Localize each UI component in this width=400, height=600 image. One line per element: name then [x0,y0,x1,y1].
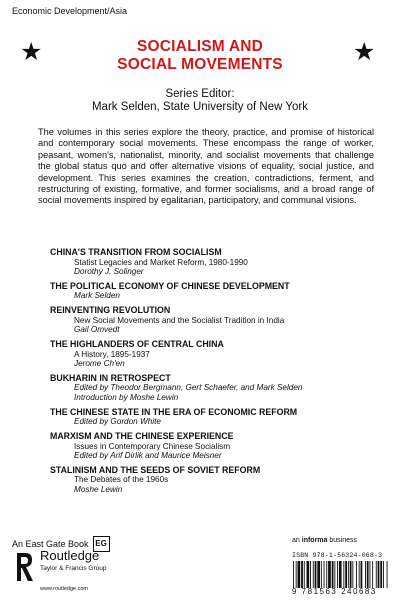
book-author: Dorothy J. Solinger [74,267,144,277]
book-title: REINVENTING REVOLUTION [50,305,171,316]
isbn: ISBN 978-1-56324-068-3 [292,552,383,559]
series-category: Economic Development/Asia [12,6,128,16]
book-title: STALINISM AND THE SEEDS OF SOVIET REFORM [50,464,261,475]
book-subtitle: A History, 1895-1937 [74,349,150,359]
book-entry [50,373,380,403]
book-title: CHINA'S TRANSITION FROM SOCIALISM [50,247,222,257]
east-gate-logo-icon: EG [93,536,110,552]
book-entry [50,465,380,495]
book-author: Edited by Gordon White [74,417,161,427]
book-title: THE POLITICAL ECONOMY OF CHINESE DEVELOPMENT [50,280,290,291]
book-list [50,247,380,499]
publisher-url: www.routledge.com [40,586,88,592]
book-subtitle: Issues in Contemporary Chinese Socialism [74,441,231,451]
barcode-icon [292,561,388,588]
book-author: Jerome Ch'en [74,359,125,369]
barcode-number: 9 781563 240683 [292,587,377,596]
book-author: Mark Selden [74,291,120,301]
book-entry [50,247,380,277]
series-editor-name: Mark Selden, State University of New York [91,101,309,113]
book-entry [50,431,380,461]
book-title: THE CHINESE STATE IN THE ERA OF ECONOMIC REFORM [50,406,298,417]
book-author: Introduction by Moshe Lewin [74,393,179,402]
informa-brand: informa [301,537,328,544]
book-entry [50,339,380,369]
routledge-logo-icon [12,550,36,584]
informa-business: an informa business [292,537,358,544]
series-title [60,38,340,74]
series-title-line-1: SOCIALISM AND [136,38,264,55]
star-icon: ★ [353,38,376,66]
book-author: Edited by Theodor Bergmann, Gert Schaefer, and Mark Selden [74,383,303,393]
book-subtitle: The Debates of the 1960s [74,475,169,485]
book-subtitle: Statist Legacies and Market Reform, 1980-1990 [74,257,248,267]
book-subtitle: New Social Movements and the Socialist Tradition in India [74,315,285,325]
publisher-tagline: Taylor & Francis Group [40,565,107,572]
star-icon: ★ [20,38,43,66]
imprint-label: An East Gate Book [12,539,89,549]
book-entry [50,281,380,301]
publisher-name: Routledge [40,548,100,563]
book-author: Gail Omvedt [74,325,120,335]
book-author: Edited by Arif Dirlik and Maurice Meisner [74,451,222,461]
book-entry [50,305,380,335]
series-title-line-2: SOCIAL MOVEMENTS [117,56,283,73]
series-editor [40,88,360,114]
book-title: MARXISM AND THE CHINESE EXPERIENCE [50,431,234,442]
series-description: The volumes in this series explore the theory, practice, and promise of historical and contemporary social movements. These encompass the range of worker, peasant, women's, nationalist, minority, and socialist movements that challenge the global status quo and offer alternative visions of equality, social justice, and development. This series examines the creation, contradictions, ferment, and restructuring of existing, formative, and former socialisms, and a broad range of social movements inspired by egalitarian, participatory, and communal visions. [38,127,374,206]
book-entry [50,407,380,427]
book-title: THE HIGHLANDERS OF CENTRAL CHINA [50,339,224,350]
book-author: Moshe Lewin [74,485,123,495]
series-editor-label: Series Editor: [165,88,235,100]
book-title: BUKHARIN IN RETROSPECT [50,372,171,383]
